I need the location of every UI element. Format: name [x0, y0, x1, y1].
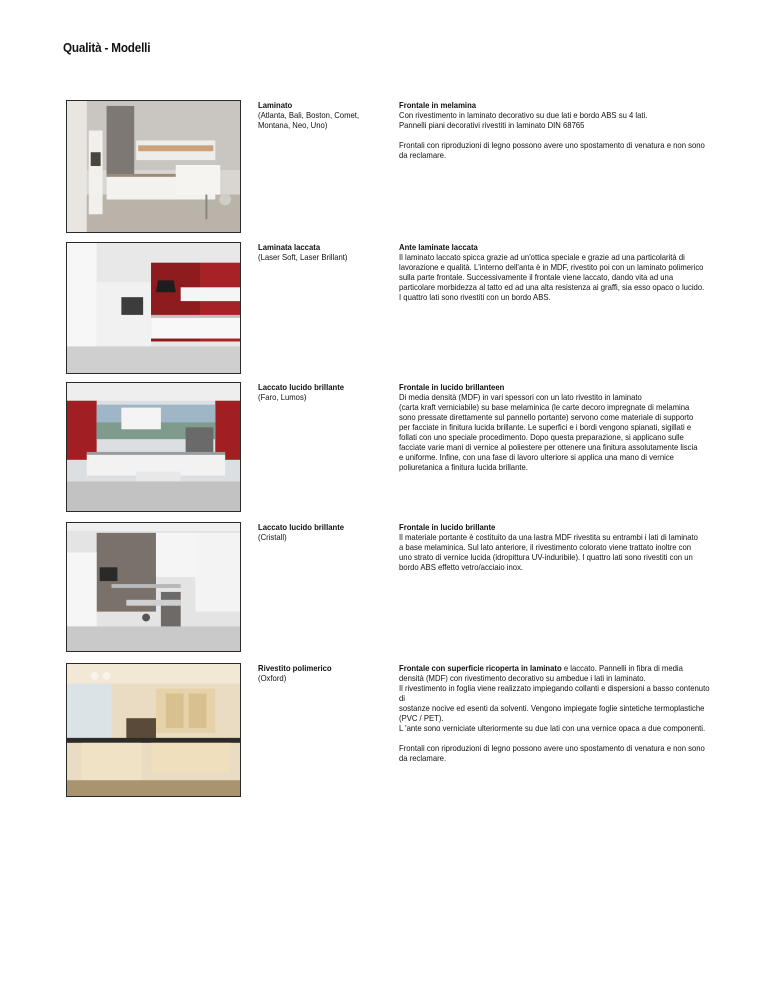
description-heading-suffix: e laccato. Pannelli in fibra di media: [561, 663, 683, 673]
model-description: [399, 100, 712, 160]
model-description: [399, 242, 712, 302]
description-heading: Frontale in lucido brillante: [399, 522, 496, 532]
model-name: Laccato lucido brillante: [258, 382, 345, 392]
model-label: [258, 382, 368, 402]
model-name: Rivestito polimerico: [258, 663, 332, 673]
model-description: [399, 382, 712, 472]
kitchen-photo-laminata-laccata: [66, 242, 241, 374]
model-name: Laminata laccata: [258, 242, 321, 252]
kitchen-photo-oxford: [66, 663, 241, 797]
kitchen-photo-laminato: [66, 100, 241, 233]
kitchen-photo-faro-lumos: [66, 382, 241, 512]
model-name: Laccato lucido brillante: [258, 522, 345, 532]
description-body: densità (MDF) con rivestimento decorativo su ambedue i lati in laminato. Il rivestimento in foglia viene realizzato impiegando collanti e dispersioni a basso contenuto di sostanze nocive ed esenti da solventi. Vengono impiegate foglie sintetiche termoplastiche (PVC / PET). L 'ante sono verniciate ulteriormente su due lati con una vernice opaca a due componenti.: [399, 673, 710, 733]
model-label: [258, 242, 368, 262]
model-variants: (Atlanta, Bali, Boston, Comet, Montana, Neo, Uno): [258, 110, 360, 130]
description-note: Frontali con riproduzioni di legno possono avere uno spostamento di venatura e non sono da reclamare.: [399, 140, 705, 160]
description-body: Il laminato laccato spicca grazie ad un'ottica speciale e grazie ad una particolarità di lavorazione e qualità. L'interno dell'anta è in MDF, rivestito poi con un laminato polimerico sulla parte frontale. Successivamente il frontale viene laccato, dando vita ad una particolare morbidezza al tatto ed ad una alta resistenza ai graffi, sia esso opaco o lucido. I quattro lati sono rivestiti con un bordo ABS.: [399, 252, 705, 302]
description-heading: Frontale in lucido brillanteen: [399, 382, 505, 392]
model-variants: (Oxford): [258, 673, 287, 683]
model-variants: (Faro, Lumos): [258, 392, 307, 402]
kitchen-photo-cristall: [66, 522, 241, 652]
description-body: Di media densità (MDF) in vari spessori con un lato rivestito in laminato (carta kraft verniciabile) su base melaminica (le carte decoro impregnate di melamina sono pressate direttamente sul pannello portante) servono come materiale di supporto per facciate in finitura lucida brillante. Le superfici e i bordi vengono spianati, sigillati e follati con uno speciale procedimento. Dopo questa preparazione, si applicano sulle facciate varie mani di vernice al poliestere per ottenere una finitura assolutamente liscia e uniforme. Infine, con una fase di lavoro ulteriore si applica una mano di vernice poliuretanica a finitura lucida brillante.: [399, 392, 698, 472]
model-name: Laminato: [258, 100, 293, 110]
model-description: [399, 522, 712, 572]
description-heading: Ante laminate laccata: [399, 242, 478, 252]
model-variants: (Laser Soft, Laser Brillant): [258, 252, 348, 262]
description-heading: Frontale con superficie ricoperta in laminato: [399, 663, 562, 673]
description-body: Il materiale portante è costituito da una lastra MDF rivestita su entrambi i lati di laminato a base melaminica. Sul lato anteriore, il rivestimento colorato viene trattato inoltre con uno strato di vernice lucida (idropittura UV-induribile). I quattro lati sono rivestiti con un bordo ABS effetto vetro/acciaio inox.: [399, 532, 698, 572]
description-note: Frontali con riproduzioni di legno possono avere uno spostamento di venatura e non sono da reclamare.: [399, 743, 705, 763]
model-variants: (Cristall): [258, 532, 287, 542]
model-label: [258, 100, 368, 130]
description-body: Con rivestimento in laminato decorativo su due lati e bordo ABS su 4 lati. Pannelli piani decorativi rivestiti in laminato DIN 68765: [399, 110, 648, 130]
page-title: Qualità - Modelli: [63, 40, 151, 55]
model-label: [258, 663, 368, 683]
description-heading: Frontale in melamina: [399, 100, 477, 110]
model-label: [258, 522, 368, 542]
model-description: [399, 663, 712, 763]
